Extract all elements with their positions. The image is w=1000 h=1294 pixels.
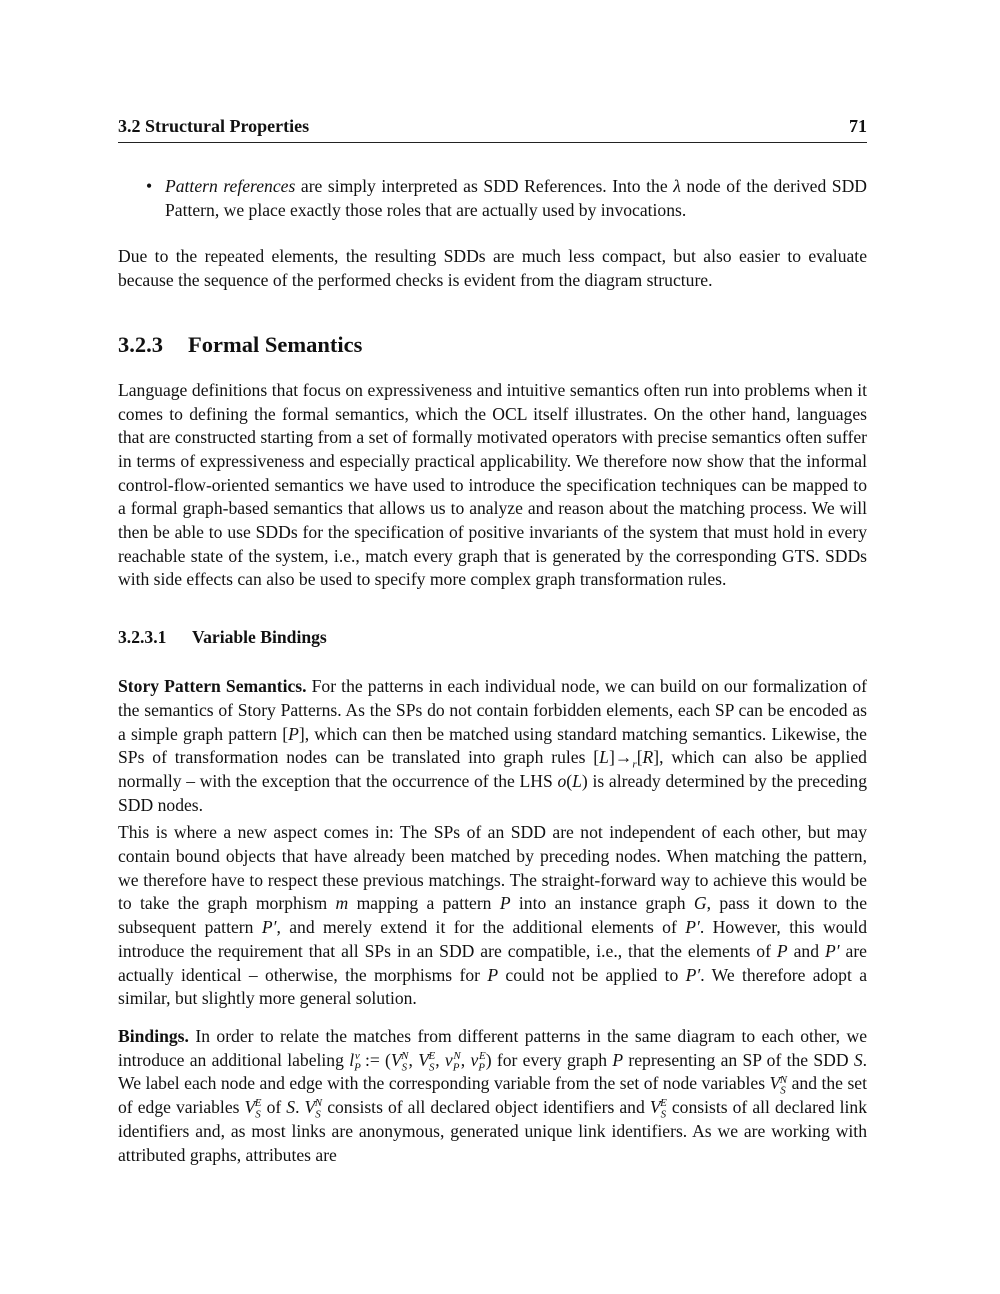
text-run: is already determined by the preceding SDD nodes. [118, 770, 867, 815]
text-run: , which can also be applied normally – with the exception that the occurrence of the LHS [118, 747, 867, 791]
math-occurrence: o(L) [557, 770, 588, 791]
bindings-heading: Bindings. [118, 1025, 189, 1046]
math-rule: $[L]\to_r[R]$ [593, 747, 660, 771]
text-run: into an instance graph [510, 893, 694, 914]
math-m: m [335, 893, 349, 914]
text-run: and the set of edge variables [118, 1073, 867, 1118]
math-VSN: $V_S^N$ [304, 1097, 323, 1121]
section-paragraph: Language definitions that focus on expressiveness and intuitive semantics often run into problems when it comes to defining the formal semantics, which the OCL itself illustrates. On the other hand, languages that are constructed starting from a set of formally motivated operators with precise semantics often suffer in terms of expressiveness and especially practical applicability. We therefore now show that the informal control-flow-oriented semantics we have used to introduce the specification techniques can be mapped to a formal graph-based semantics that allows us to analyze and reason about the matching process. We will then be able to use SDDs for the specification of positive invariants of the system that must hold in every reachable state of the system, i.e., match every graph that is generated by the corresponding GTS. SDDs with side effects can also be used to specify more complex graph transformation rules. [118, 379, 867, 590]
math-S: S [853, 1049, 863, 1070]
math-VSE: $V_S^E$ [244, 1097, 262, 1121]
text-run: . However, this would introduce the requirement that all SPs in an SDD are compatible, i.e., that the elements of [118, 917, 867, 961]
bullet-text: are simply interpreted as SDD References. Into the [295, 176, 674, 196]
text-run: , which can then be matched using standard matching semantics. Likewise, the SPs of transformation nodes can be translated into graph rules [118, 723, 867, 768]
math-P-prime: P′ [685, 964, 701, 985]
bullet-item [118, 175, 867, 222]
math-VSE: $V_S^E$ [649, 1097, 667, 1121]
text-run: are actually identical – otherwise, the morphisms for [118, 940, 867, 985]
running-head [118, 116, 867, 143]
text-run: , and merely extend it for the additional elements of [276, 917, 686, 938]
text-run: mapping a pattern [348, 893, 500, 914]
subsection-number: 3.2.3.1 [118, 627, 167, 648]
math-S: S [286, 1097, 296, 1118]
math-P: P [499, 893, 511, 914]
math-G: G [693, 893, 707, 914]
text-run: consists of all declared link identifiers and, as most links are anonymous, generated unique link identifiers. As we are working with attributed graphs, attributes are [118, 1097, 867, 1165]
bindings-paragraph: Bindings. In order to relate the matches from different patterns in the same diagram to each other, we introduce an additional labeling $l_P^v$ := ($V_S^N$, $V_S^E$, $v_P^N$, $v_P^E$) for every graph P representing an SP of the SDD S. We label each node and edge with the corresponding variable from the set of node variables $V_S^N$ and the set of edge variables $V_S^E$ of S. $V_S^N$ consists of all declared object identifiers and $V_S^E$ consists of all declared link identifiers and, as most links are anonymous, generated unique link identifiers. As we are working with attributed graphs, attributes are [118, 1025, 868, 1165]
new-aspect-paragraph [118, 821, 867, 1011]
subsection-heading [118, 625, 867, 649]
page-number: 71 [849, 116, 867, 136]
text-run: representing an SP of the SDD [623, 1049, 854, 1070]
text-run: In order to relate the matches from different patterns in the same diagram to each other, we introduce an additional labeling [118, 1025, 867, 1070]
text-run: This is where a new aspect comes in: The SPs of an SDD are not independent of each other, but may contain bound objects that have already been matched by preceding nodes. When matching the pattern, we therefore have to respect these previous matchings. The straight-forward way to achieve this would be to take the graph morphism [118, 822, 867, 914]
story-pattern-paragraph [118, 675, 867, 817]
section-number: 3.2.3 [118, 331, 163, 357]
text-run: and [787, 940, 825, 961]
text-run: for every graph [491, 1049, 613, 1070]
lambda-symbol: λ [673, 176, 681, 196]
text-run: , pass it down to the subsequent pattern [118, 893, 868, 938]
body-text [118, 175, 867, 1167]
text-run: consists of all declared object identifiers and [322, 1097, 650, 1118]
math-P-prime: P′ [685, 917, 700, 938]
math-pattern: [P] [282, 723, 305, 744]
intro-paragraph: Due to the repeated elements, the resulting SDDs are much less compact, but also easier to evaluate because the sequence of the performed checks is evident from the diagram structure. [118, 246, 867, 291]
math-P-prime: P′ [261, 917, 277, 938]
bullet-text-2: node of the derived SDD Pattern, we place exactly those roles that are actually used by invocations. [165, 176, 868, 220]
bullet-icon: • [146, 176, 153, 196]
section-heading [118, 331, 867, 359]
text-run: . We therefore adopt a similar, but slightly more general solution. [118, 964, 867, 1009]
subsection-title: Variable Bindings [192, 627, 327, 648]
math-P: P [612, 1049, 624, 1070]
text-run: . We label each node and edge with the corresponding variable from the set of node variables [118, 1049, 868, 1094]
section-title: Formal Semantics [188, 331, 363, 357]
math-VSN: $V_S^N$ [769, 1073, 788, 1097]
math-labeling: $l_P^v$ := ($V_S^N$, $V_S^E$, $v_P^N$, $v_P^E$) [349, 1049, 492, 1074]
text-run: could not be applied to [498, 964, 686, 985]
math-P: P [776, 940, 788, 961]
math-P-prime: P′ [824, 940, 840, 961]
math-P: P [487, 964, 499, 985]
text-run: For the patterns in each individual node, we can build on our formalization of the semantics of Story Patterns. As the SPs do not contain forbidden elements, each SP can be encoded as a simple graph pattern [118, 676, 867, 744]
running-head-section: 3.2 Structural Properties [118, 116, 310, 136]
story-pattern-heading: Story Pattern Semantics. [118, 676, 307, 697]
text-run: of [261, 1097, 287, 1118]
bullet-lead: Pattern references [165, 176, 296, 196]
